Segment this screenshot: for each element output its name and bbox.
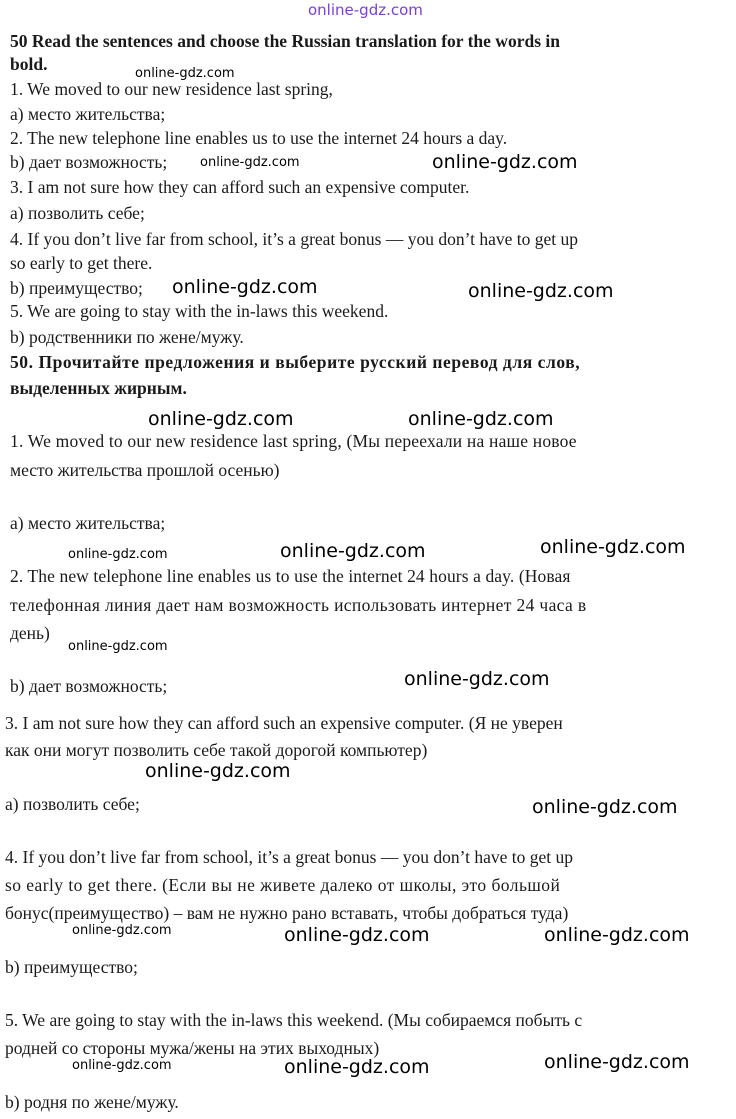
watermark-small: online-gdz.com [68, 639, 168, 654]
exercise-heading-line-1: 50 Read the sentences and choose the Russian translation for the words in [10, 31, 560, 51]
watermark-large: online-gdz.com [172, 276, 318, 298]
watermark-large: online-gdz.com [280, 540, 426, 562]
ru-item-3-line-1: 3. I am not sure how they can afford such an expensive computer. (Я не уверен [5, 713, 563, 733]
ru-item-5-line-1: 5. We are going to stay with the in-laws this weekend. (Мы собираемся побыть с [5, 1010, 583, 1030]
watermark-large: online-gdz.com [284, 1056, 430, 1078]
answer-2: b) дает возможность; [10, 152, 168, 172]
ru-item-1-line-1: 1. We moved to our new residence last spring, (Мы переехали на наше новое [10, 431, 577, 451]
ru-item-4-line-2: so early to get there. (Если вы не живете далеко от школы, это большой [5, 875, 561, 895]
ru-item-2-line-3: день) [10, 623, 50, 643]
ru-item-4-line-3: бонус(преимущество) – вам не нужно рано вставать, чтобы добраться туда) [5, 903, 569, 923]
ru-item-2-line-1: 2. The new telephone line enables us to use the internet 24 hours a day. (Новая [10, 566, 571, 586]
sentence-5: 5. We are going to stay with the in-laws this weekend. [10, 301, 389, 321]
sentence-1: 1. We moved to our new residence last spring, [10, 79, 333, 99]
ru-item-3-line-2: как они могут позволить себе такой дорогой компьютер) [5, 740, 428, 760]
ru-answer-2: b) дает возможность; [10, 676, 168, 696]
ru-heading-line-1: 50. Прочитайте предложения и выберите русский перевод для слов, [10, 352, 581, 372]
exercise-heading-line-2: bold. [10, 54, 48, 74]
watermark-small: online-gdz.com [68, 547, 168, 562]
answer-5: b) родственники по жене/мужу. [10, 327, 244, 347]
watermark-large: online-gdz.com [544, 1051, 690, 1073]
watermark-large: online-gdz.com [148, 408, 294, 430]
ru-item-5-line-2: родней со стороны мужа/жены на этих выходных) [5, 1038, 380, 1058]
ru-answer-1: a) место жительства; [10, 513, 166, 533]
watermark-large: online-gdz.com [532, 796, 678, 818]
watermark-large: online-gdz.com [432, 151, 578, 173]
watermark-small: online-gdz.com [72, 1058, 172, 1073]
ru-item-4-line-1: 4. If you don’t live far from school, it’s a great bonus — you don’t have to get up [5, 847, 573, 867]
watermark-large: online-gdz.com [404, 668, 550, 690]
ru-answer-5: b) родня по жене/мужу. [5, 1092, 179, 1112]
ru-item-1-line-2: место жительства прошлой осенью) [10, 460, 280, 480]
ru-answer-4: b) преимущество; [5, 957, 138, 977]
watermark-small: online-gdz.com [72, 923, 172, 938]
sentence-4-line-1: 4. If you don’t live far from school, it’s a great bonus — you don’t have to get up [10, 229, 578, 249]
watermark-large: online-gdz.com [544, 924, 690, 946]
ru-heading-line-2: выделенных жирным. [10, 378, 187, 398]
answer-4: b) преимущество; [10, 278, 143, 298]
ru-item-2-line-2: телефонная линия дает нам возможность использовать интернет 24 часа в [10, 595, 587, 615]
watermark-small: online-gdz.com [135, 66, 235, 81]
answer-3: a) позволить себе; [10, 203, 145, 223]
watermark-large: online-gdz.com [284, 924, 430, 946]
sentence-4-line-2: so early to get there. [10, 253, 153, 273]
watermark-small: online-gdz.com [200, 155, 300, 170]
answer-1: a) место жительства; [10, 104, 166, 124]
watermark-large: online-gdz.com [468, 280, 614, 302]
watermark-large: online-gdz.com [145, 760, 291, 782]
watermark-large: online-gdz.com [408, 408, 554, 430]
sentence-3: 3. I am not sure how they can afford such an expensive computer. [10, 177, 470, 197]
watermark-top: online-gdz.com [308, 1, 423, 19]
ru-answer-3: a) позволить себе; [5, 794, 140, 814]
sentence-2: 2. The new telephone line enables us to use the internet 24 hours a day. [10, 128, 508, 148]
watermark-large: online-gdz.com [540, 536, 686, 558]
